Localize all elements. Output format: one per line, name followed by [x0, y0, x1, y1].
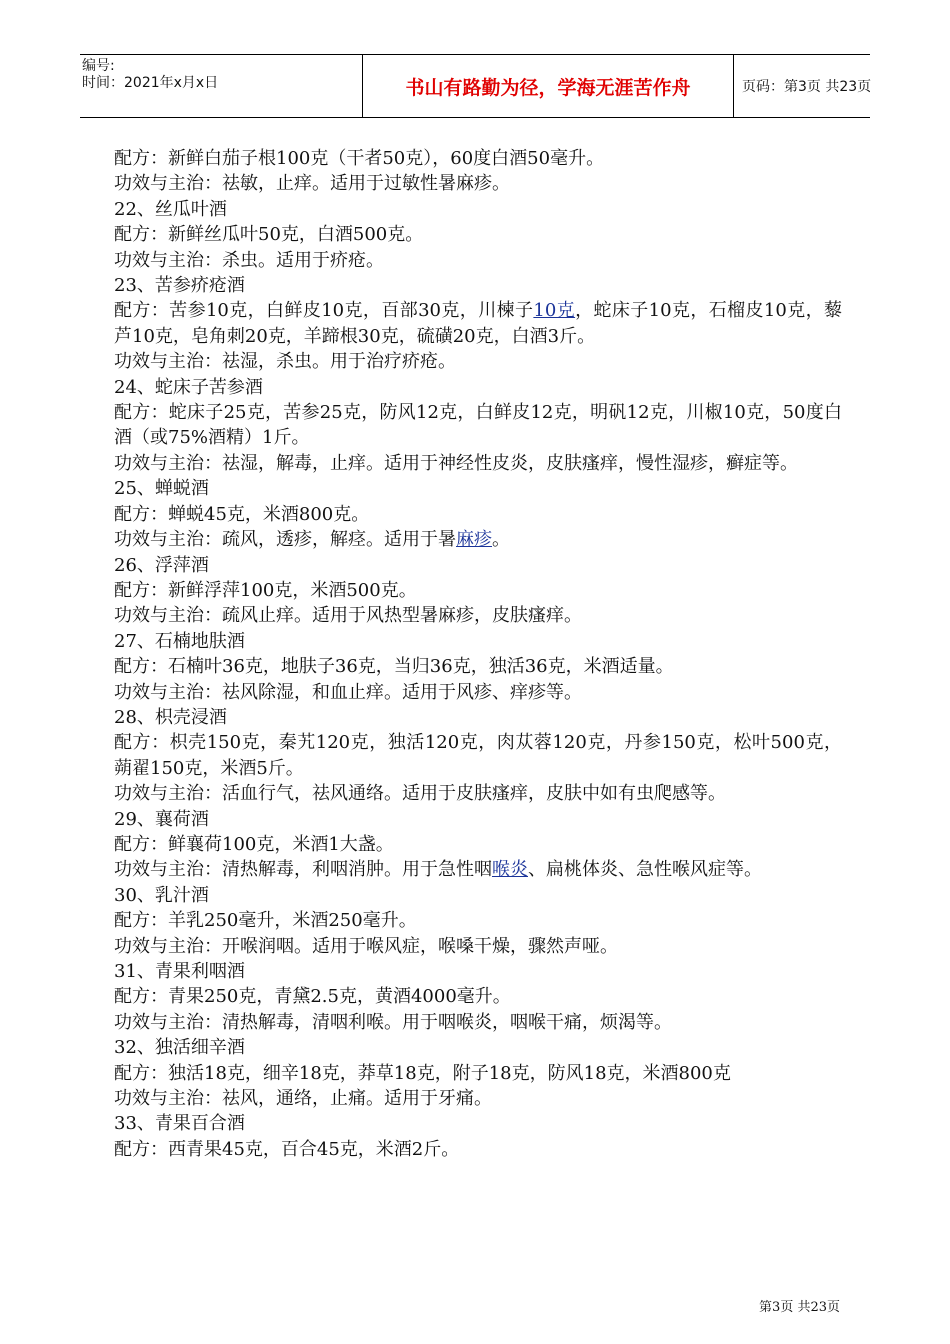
formula-line: 配方：羊乳250毫升，米酒250毫升。	[114, 910, 417, 932]
recipe-title: 25、蝉蜕酒	[114, 478, 209, 500]
effect-text: 功效与主治：清热解毒，利咽消肿。用于急性咽	[114, 859, 492, 881]
recipe-title: 31、青果利咽酒	[114, 961, 245, 982]
effect-line	[114, 527, 842, 552]
effect-line: 功效与主治：清热解毒，清咽利喉。用于咽喉炎，咽喉干痛，烦渴等。	[114, 1011, 672, 1033]
effect-line: 功效与主治：祛敏，止痒。适用于过敏性暑麻疹。	[114, 173, 510, 195]
formula-text: 配方：苦参10克，白鲜皮10克，百部30克，川楝子	[114, 300, 534, 322]
effect-text: 。	[492, 529, 510, 551]
formula-paragraph: 配方：蛇床子25克，苦参25克，防风12克，白鲜皮12克，明矾12克，川椒10克，50度白酒（或75%酒精）1斤。	[114, 402, 842, 449]
formula-paragraph: 配方：枳壳150克，秦艽120克，独活120克，肉苁蓉120克，丹参150克，松叶500克，蒴翟150克，米酒5斤。	[114, 732, 842, 779]
header-meta	[82, 58, 277, 92]
effect-paragraph	[114, 857, 842, 882]
formula-text: ，蛇床子10克，石榴皮10克，藜芦10克，皂角刺20克，羊蹄根30克，硫磺20克，白酒3斤。	[114, 300, 843, 347]
hyperlink[interactable]: 10克	[533, 300, 576, 322]
recipe-title: 28、枳壳浸酒	[114, 706, 227, 728]
hyperlink[interactable]: 喉炎	[492, 859, 528, 881]
recipe-title: 23、苦参疥疮酒	[114, 275, 245, 297]
recipe-title: 26、浮萍酒	[114, 554, 209, 576]
formula-line: 配方：石楠叶36克，地肤子36克，当归36克，独活36克，米酒适量。	[114, 656, 674, 678]
recipe-title: 24、蛇床子苦参酒	[114, 376, 263, 398]
effect-line: 功效与主治：疏风止痒。适用于风热型暑麻疹，皮肤瘙痒。	[114, 605, 582, 627]
page-footer: 第3页 共23页	[759, 1300, 840, 1315]
effect-paragraph: 功效与主治：活血行气，祛风通络。适用于皮肤瘙痒，皮肤中如有虫爬感等。	[114, 783, 726, 805]
effect-line: 功效与主治：祛风除湿，和血止痒。适用于风疹、痒疹等。	[114, 681, 582, 703]
document-body	[114, 146, 842, 1162]
formula-line: 配方：青果250克，青黛2.5克，黄酒4000毫升。	[114, 986, 511, 1008]
recipe-title: 33、青果百合酒	[114, 1113, 245, 1135]
effect-paragraph: 功效与主治：祛湿，解毒，止痒。适用于神经性皮炎，皮肤瘙痒，慢性湿疹，癣症等。	[114, 452, 798, 474]
number-label: 编号:	[82, 58, 115, 74]
recipe-title: 29、襄荷酒	[114, 808, 209, 830]
recipe-title: 22、丝瓜叶酒	[114, 198, 227, 220]
recipe-title: 30、乳汁酒	[114, 884, 209, 906]
effect-line: 功效与主治：祛风，通络，止痛。适用于牙痛。	[114, 1088, 492, 1110]
formula-line: 配方：鲜襄荷100克，米酒1大盏。	[114, 833, 394, 855]
time-label: 时间：2021年x月x日	[82, 75, 219, 91]
recipe-title: 32、独活细辛酒	[114, 1037, 245, 1059]
formula-line: 配方：蝉蜕45克，米酒800克。	[114, 503, 370, 525]
formula-line: 配方：新鲜丝瓜叶50克，白酒500克。	[114, 224, 424, 246]
page-header	[80, 54, 870, 118]
header-page-info: 页码：第3页 共23页	[742, 79, 872, 95]
effect-line: 功效与主治：开喉润咽。适用于喉风症，喉嗓干燥，骤然声哑。	[114, 935, 618, 957]
effect-line: 功效与主治：杀虫。适用于疥疮。	[114, 249, 384, 271]
header-motto-cell	[362, 55, 734, 117]
effect-line: 功效与主治：祛湿，杀虫。用于治疗疥疮。	[114, 351, 456, 373]
formula-paragraph	[114, 298, 842, 349]
formula-line: 配方：新鲜浮萍100克，米酒500克。	[114, 579, 417, 601]
hyperlink[interactable]: 麻疹	[456, 529, 492, 551]
formula-paragraph: 配方：独活18克，细辛18克，莽草18克，附子18克，防风18克，米酒800克	[114, 1062, 731, 1084]
effect-text: 功效与主治：疏风，透疹，解痉。适用于暑	[114, 529, 456, 551]
effect-text: 、扁桃体炎、急性喉风症等。	[528, 859, 762, 881]
formula-line: 配方：西青果45克，百合45克，米酒2斤。	[114, 1138, 460, 1160]
formula-line: 配方：新鲜白茄子根100克（干者50克），60度白酒50毫升。	[114, 148, 605, 169]
recipe-title: 27、石楠地肤酒	[114, 630, 245, 652]
header-motto: 书山有路勤为径，学海无涯苦作舟	[405, 76, 691, 99]
